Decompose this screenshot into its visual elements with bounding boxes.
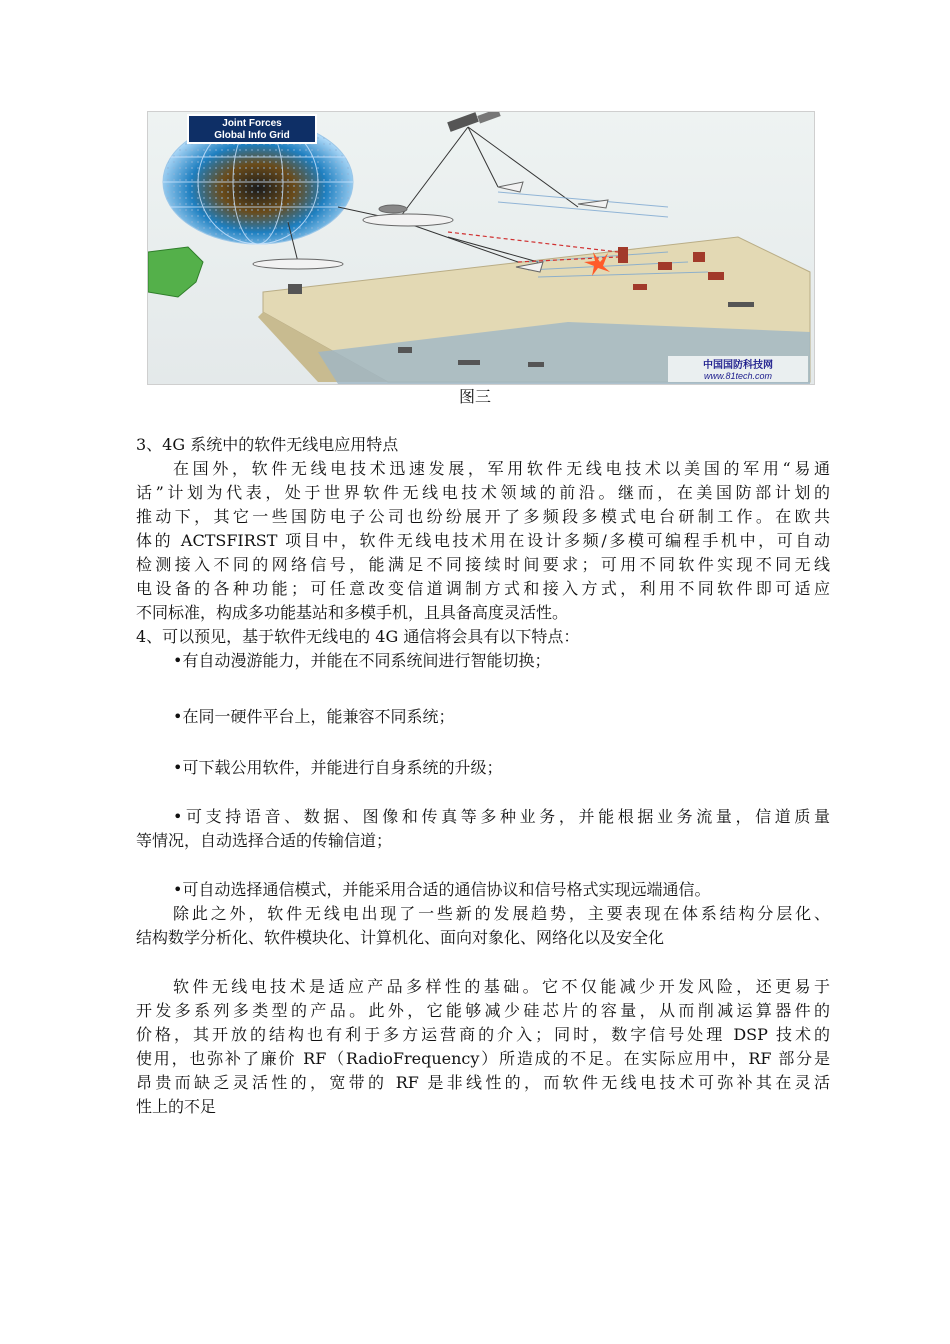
paragraph-line: 体的 ACTSFIRST 项目中，软件无线电技术用在设计多频/多模可编程手机中，可自动	[136, 531, 830, 550]
bullet-block	[136, 756, 830, 780]
banner-line2: Global Info Grid	[214, 130, 290, 141]
watermark-line1: 中国国防科技网	[703, 360, 773, 371]
paragraph-line: 推动下，其它一些国防电子公司也纷纷展开了多频段多模式电台研制工作。在欧共	[136, 507, 830, 526]
transport-aircraft-icon	[253, 259, 343, 269]
watermark-line2: www.81tech.com	[703, 371, 773, 381]
section-4-heading: 4、可以预见，基于软件无线电的 4G 通信将会具有以下特点：	[136, 627, 580, 646]
feature-bullet: •可自动选择通信模式，并能采用合适的通信协议和信号格式实现远端通信。	[173, 880, 711, 899]
paragraph-line: 使用，也弥补了廉价 RF（RadioFrequency）所造成的不足。在实际应用中，RF 部分是	[136, 1049, 830, 1068]
figure-joint-forces-grid	[147, 111, 815, 385]
paragraph-line: 性上的不足	[136, 1097, 217, 1116]
feature-bullet-continued: 等情况，自动选择合适的传输信道；	[136, 831, 393, 850]
paragraph-line: 话”计划为代表，处于世界软件无线电技术领域的前沿。继而，在美国防部计划的	[136, 483, 830, 502]
paragraph-line: 电设备的各种功能；可任意改变信道调制方式和接入方式，利用不同软件即可适应	[136, 579, 830, 598]
trend-line: 结构数学分析化、软件模块化、计算机化、面向对象化、网络化以及安全化	[136, 928, 665, 947]
bullet-block	[136, 705, 830, 729]
trend-line: 除此之外，软件无线电出现了一些新的发展趋势，主要表现在体系结构分层化、	[173, 904, 830, 923]
figure-caption: 图三	[458, 387, 491, 406]
awacs-aircraft-icon	[363, 214, 453, 226]
section-3-heading: 3、4G 系统中的软件无线电应用特点	[136, 435, 399, 454]
banner-line1: Joint Forces	[222, 118, 282, 129]
feature-bullet: •有自动漫游能力，并能在不同系统间进行智能切换；	[173, 651, 551, 670]
paragraph-line: 开发多系列多类型的产品。此外，它能够减少硅芯片的容量，从而削减运算器件的	[136, 1001, 830, 1020]
closing-paragraph	[136, 975, 830, 1119]
trend-block	[136, 878, 830, 950]
paragraph-line: 不同标准，构成多功能基站和多模手机，且具备高度灵活性。	[136, 603, 569, 622]
feature-bullet: •可下载公用软件，并能进行自身系统的升级；	[173, 758, 503, 777]
figure-illustration	[148, 112, 814, 384]
paragraph-line: 软件无线电技术是适应产品多样性的基础。它不仅能减少开发风险，还更易于	[173, 977, 830, 996]
feature-bullet: •可支持语音、数据、图像和传真等多种业务，并能根据业务流量，信道质量	[173, 807, 830, 826]
paragraph-line: 在国外，软件无线电技术迅速发展，军用软件无线电技术以美国的军用“易通	[173, 459, 830, 478]
bullet-block	[136, 805, 830, 853]
paragraph-line: 价格，其开放的结构也有利于多方运营商的介入；同时，数字信号处理 DSP 技术的	[136, 1025, 830, 1044]
paragraph-line: 昂贵而缺乏灵活性的，宽带的 RF 是非线性的，而软件无线电技术可弥补其在灵活	[136, 1073, 830, 1092]
feature-bullet: •在同一硬件平台上，能兼容不同系统；	[173, 707, 455, 726]
paragraph-line: 检测接入不同的网络信号，能满足不同接续时间要求；可用不同软件实现不同无线	[136, 555, 830, 574]
section-3	[136, 433, 830, 673]
